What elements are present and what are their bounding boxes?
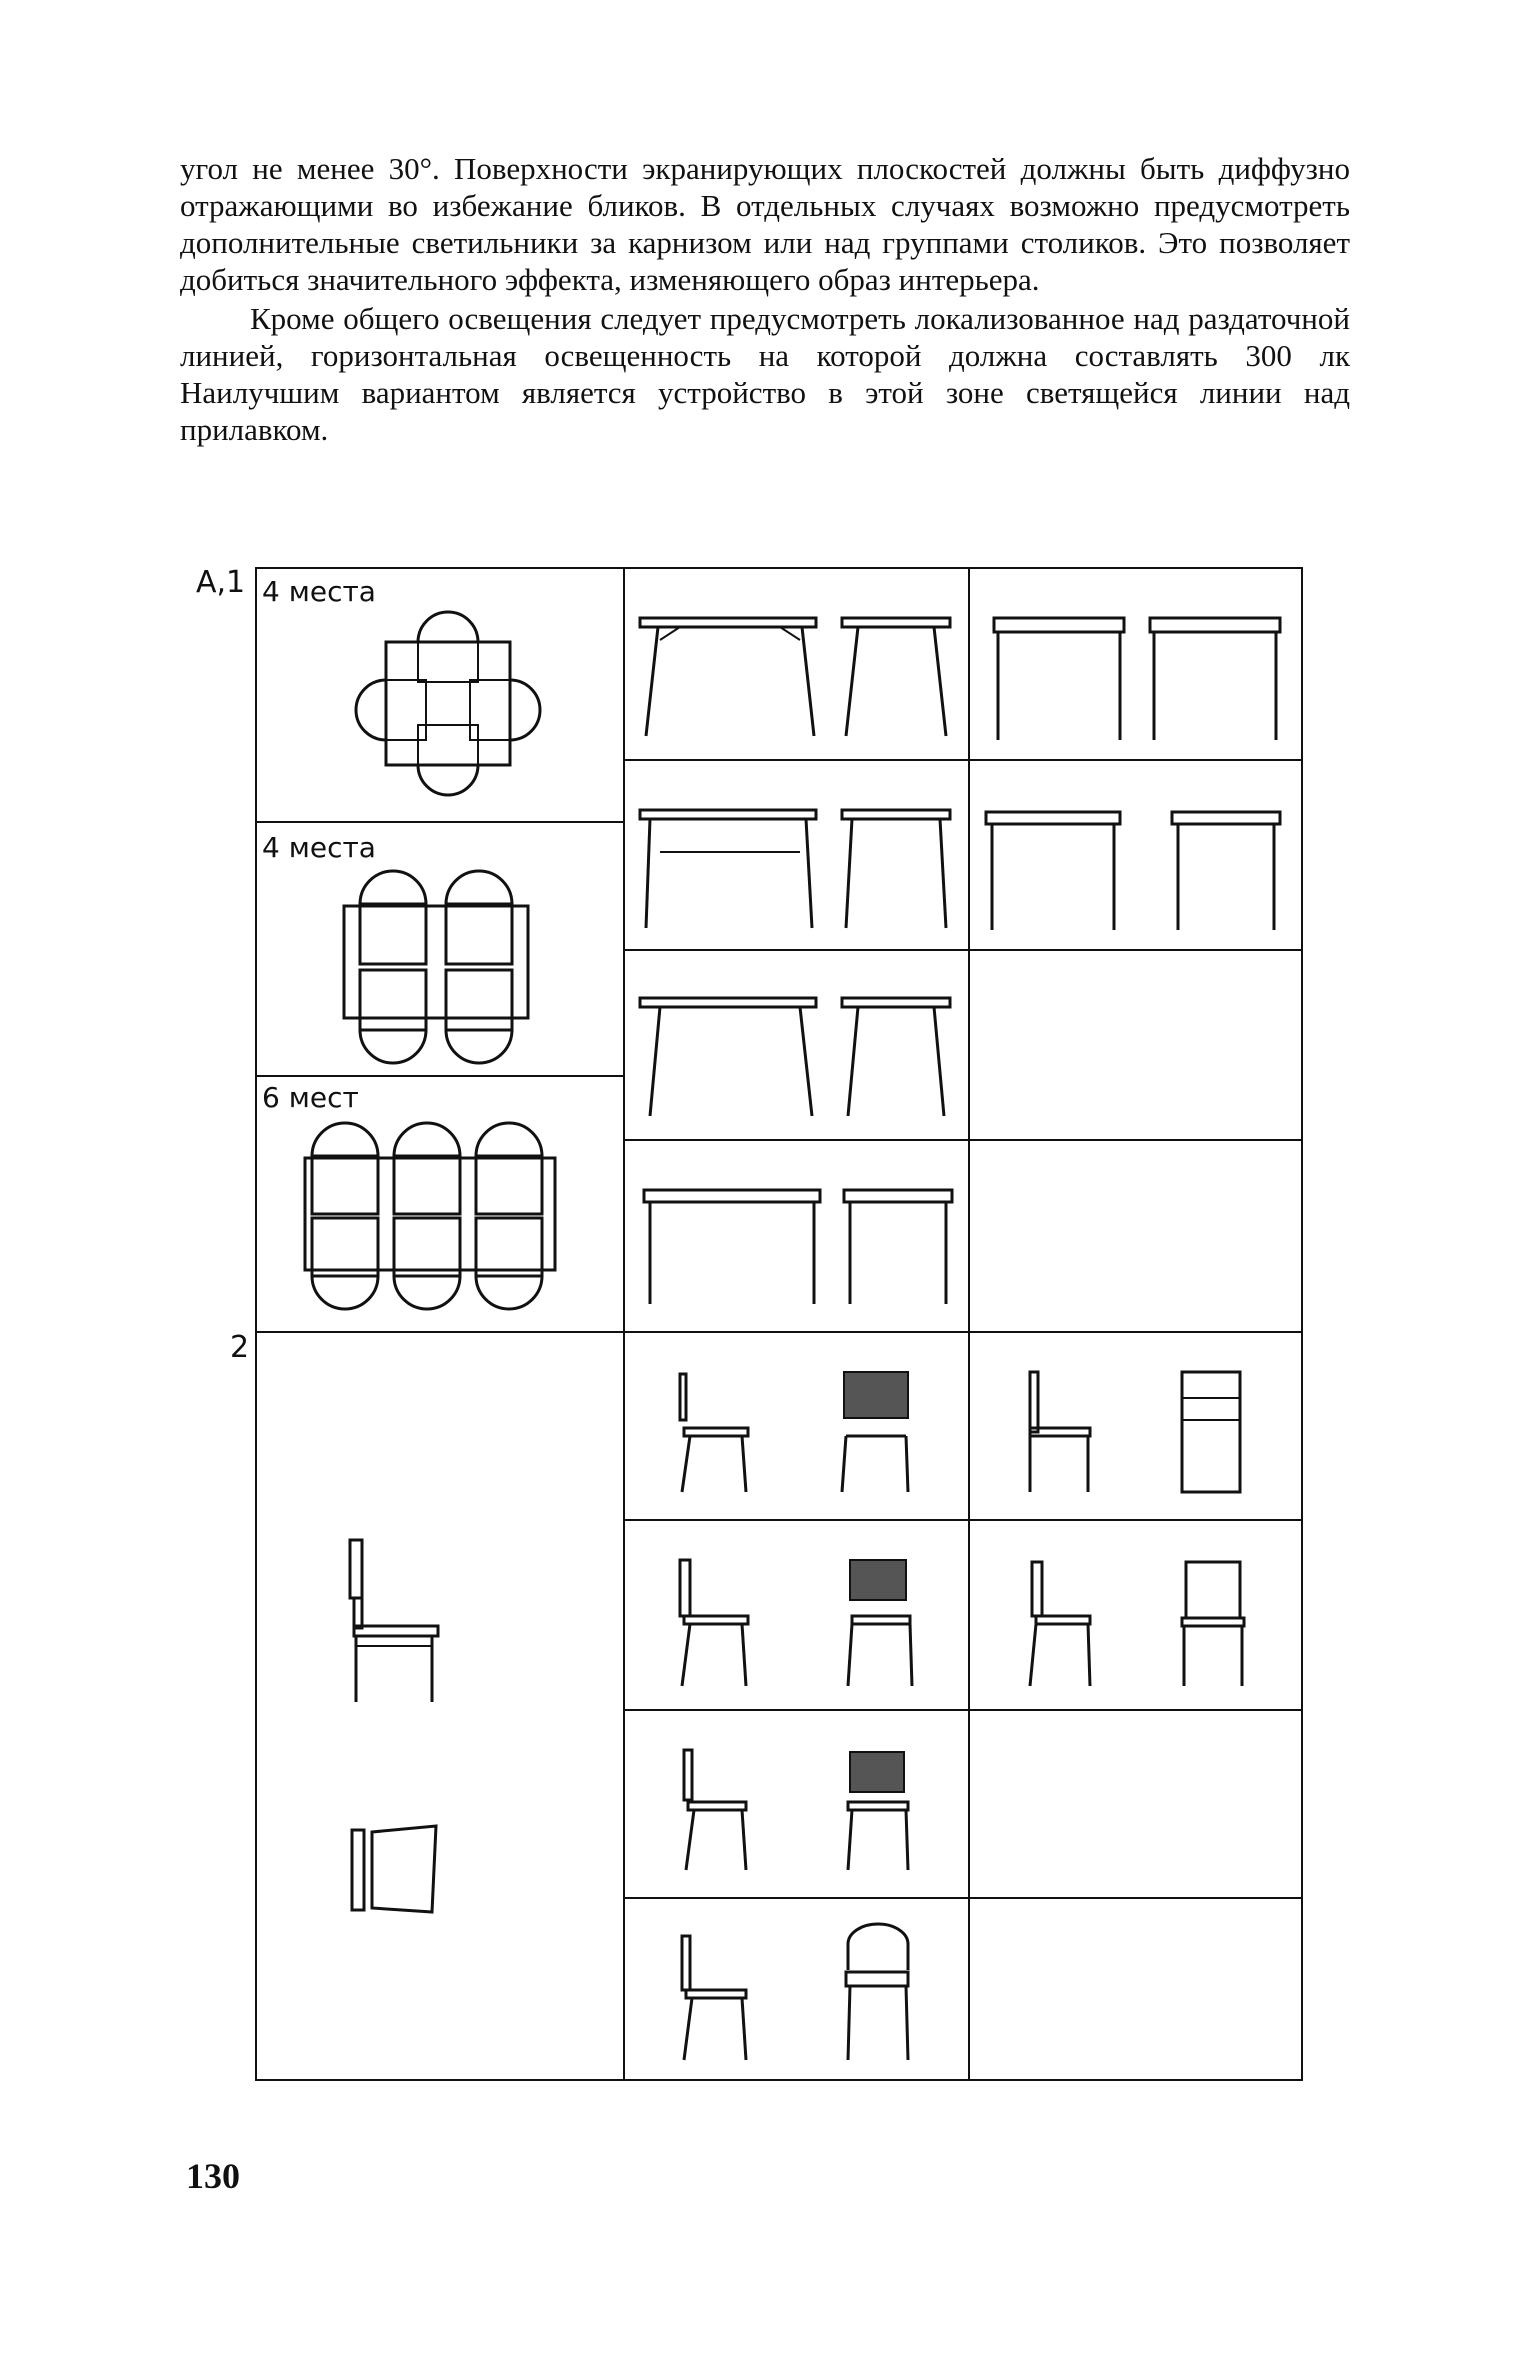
chair-front-1a [842, 1372, 908, 1492]
chair-front-2b [1182, 1562, 1244, 1686]
table-end-1b [1150, 618, 1280, 740]
layout-label-4-seats-rect: 4 места [262, 831, 376, 864]
table-side-2a [640, 810, 816, 928]
table-end-1a [842, 618, 950, 736]
table-side-1a [640, 618, 816, 736]
table-side-2b [986, 812, 1120, 930]
chair-side-large [350, 1540, 438, 1702]
paragraph-2: Кроме общего освещения следует предусмотреть локализованное над раздаточной линией, горизонтальная освещенность на которой должна составлять 300 лк Наилучшим вариантом является устройство в этой зоне светящейся линии над прилавком. [180, 301, 1350, 447]
chair-side-4a [682, 1936, 746, 2060]
paragraph-1: угол не менее 30°. Поверхности экранирующих плоскостей должны быть диффузно отражающими во избежание бликов. В отдельных случаях возможно предусмотреть дополнительные светильники за карнизом или над группами столиков. Это позволяет добиться значительного эффекта, изменяющего образ интерьера. [180, 151, 1350, 297]
chair-top-large [352, 1826, 436, 1912]
table-side-4a [644, 1190, 820, 1304]
table-layout-square-4 [356, 612, 540, 795]
chair-front-4a [846, 1924, 908, 2060]
layout-label-6-seats: 6 мест [262, 1081, 359, 1114]
chair-front-2a [848, 1560, 912, 1686]
table-side-3a [640, 998, 816, 1116]
table-end-2a [842, 810, 950, 928]
table-side-1b [994, 618, 1124, 740]
table-layout-rect-4 [344, 871, 528, 1063]
page-number: 130 [186, 2156, 240, 2196]
figure-marker-a1: А,1 [196, 565, 246, 600]
table-end-3a [842, 998, 950, 1116]
layout-label-4-seats-square: 4 места [262, 575, 376, 608]
table-end-4a [844, 1190, 952, 1304]
chair-side-2b [1030, 1562, 1090, 1686]
chair-side-1b [1030, 1372, 1090, 1492]
table-layout-rect-6 [305, 1123, 555, 1309]
chair-front-3a [848, 1752, 908, 1870]
chair-side-1a [680, 1374, 748, 1492]
figure-marker-2: 2 [230, 1330, 250, 1365]
table-end-2b [1172, 812, 1280, 930]
chair-side-2a [680, 1560, 748, 1686]
chair-side-3a [684, 1750, 746, 1870]
figure-grid [256, 568, 1302, 2080]
chair-front-1b [1182, 1372, 1240, 1492]
